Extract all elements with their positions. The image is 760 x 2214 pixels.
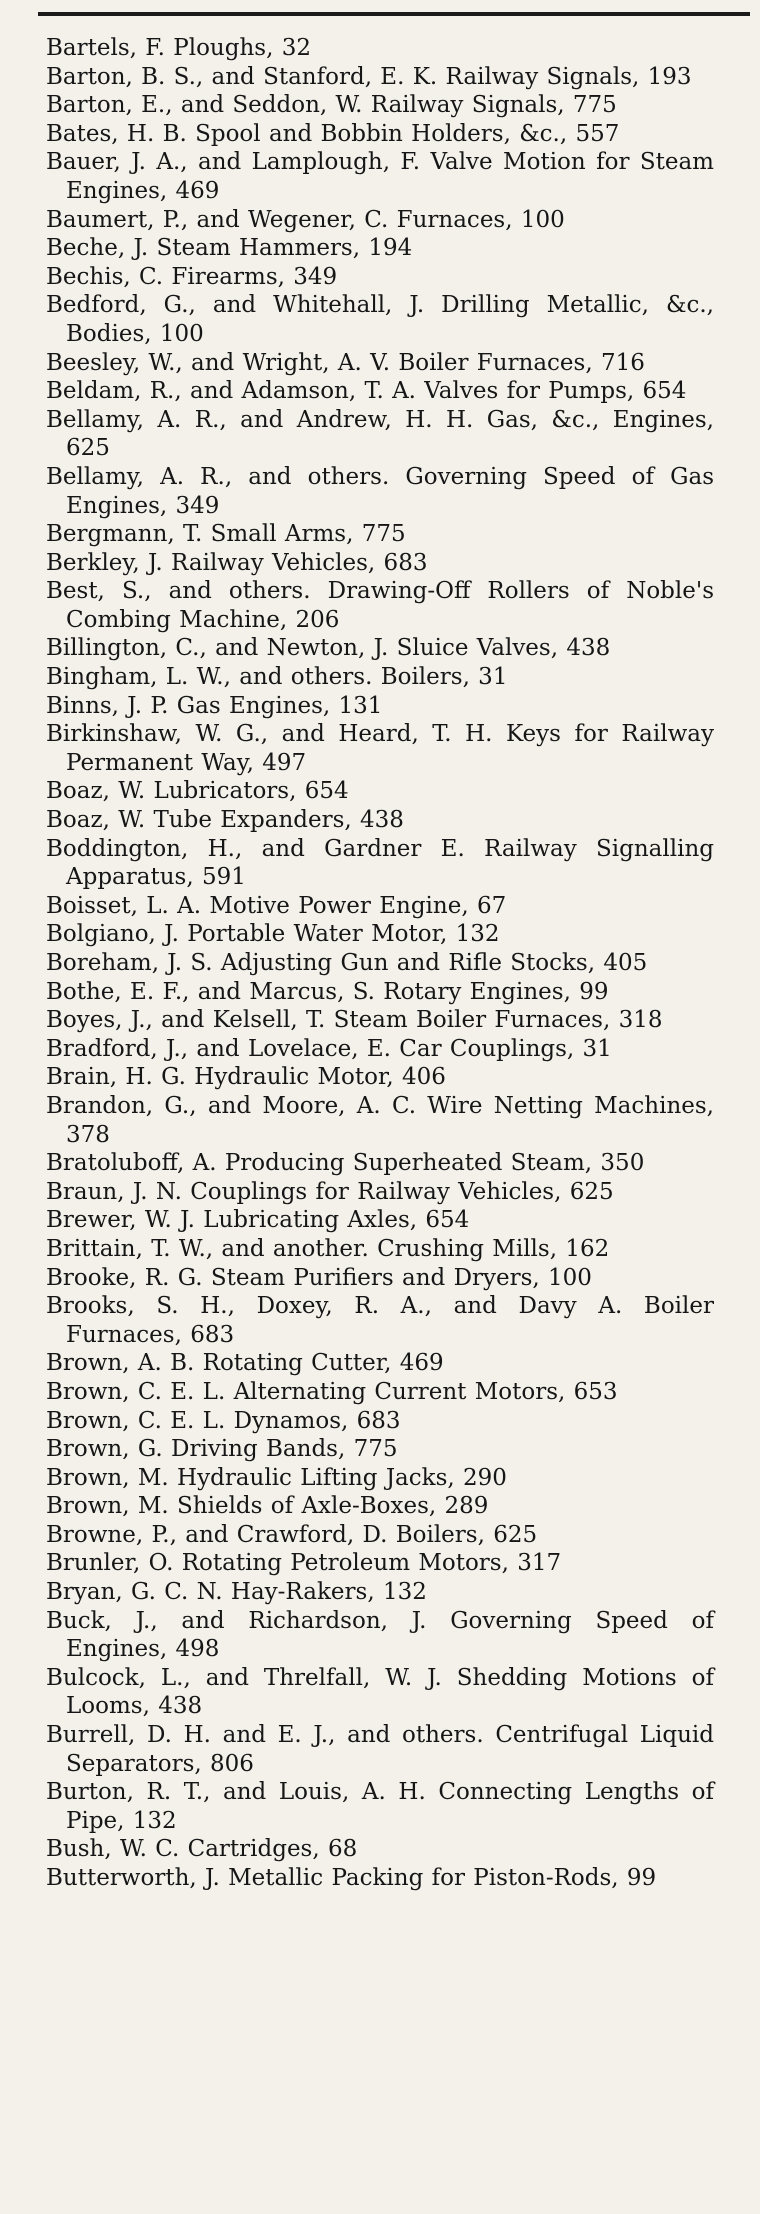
index-entry: Brown, G. Driving Bands, 775 xyxy=(46,1436,398,1463)
index-entry: Beche, J. Steam Hammers, 194 xyxy=(46,235,413,262)
index-entry: Bulcock, L., and Threlfall, W. J. Shedding Motions of Looms, 438 xyxy=(46,1664,714,1720)
index-entry: Butterworth, J. Metallic Packing for Piston-Rods, 99 xyxy=(46,1865,657,1891)
index-entry: Bothe, E. F., and Marcus, S. Rotary Engines, 99 xyxy=(46,978,609,1005)
index-entry: Brewer, W. J. Lubricating Axles, 654 xyxy=(46,1207,470,1234)
index-entry: Brooke, R. G. Steam Purifiers and Dryers, 100 xyxy=(46,1264,592,1291)
index-entry: Bauer, J. A., and Lamplough, F. Valve Motion for Steam Engines, 469 xyxy=(46,149,714,204)
index-entry: Bates, H. B. Spool and Bobbin Holders, &c., 557 xyxy=(46,120,620,147)
index-entry: Beldam, R., and Adamson, T. A. Valves for Pumps, 654 xyxy=(46,378,687,405)
index-entry: Brown, A. B. Rotating Cutter, 469 xyxy=(46,1350,444,1377)
index-entry: Brunler, O. Rotating Petroleum Motors, 317 xyxy=(46,1550,562,1577)
index-entry: Brain, H. G. Hydraulic Motor, 406 xyxy=(46,1064,446,1091)
index-entry: Bechis, C. Firearms, 349 xyxy=(46,263,338,290)
index-entry: Bolgiano, J. Portable Water Motor, 132 xyxy=(46,921,500,948)
index-entry: Brown, M. Hydraulic Lifting Jacks, 290 xyxy=(46,1464,507,1491)
index-entry: Beesley, W., and Wright, A. V. Boiler Furnaces, 716 xyxy=(46,349,645,376)
index-entry: Buck, J., and Richardson, J. Governing Speed of Engines, 498 xyxy=(46,1607,714,1663)
index-entry: Brown, C. E. L. Alternating Current Motors, 653 xyxy=(46,1378,618,1405)
index-entry: Bush, W. C. Cartridges, 68 xyxy=(46,1836,358,1863)
index-entry: Bergmann, T. Small Arms, 775 xyxy=(46,521,406,548)
index-entry: Brown, M. Shields of Axle-Boxes, 289 xyxy=(46,1493,489,1520)
index-entry: Bellamy, A. R., and others. Governing Speed of Gas Engines, 349 xyxy=(46,463,714,519)
index-entry: Boaz, W. Tube Expanders, 438 xyxy=(46,807,404,834)
index-entry: Barton, B. S., and Stanford, E. K. Railway Signals, 193 xyxy=(46,63,692,90)
index-entry: Birkinshaw, W. G., and Heard, T. H. Keys for Railway Permanent Way, 497 xyxy=(46,721,714,776)
index-entry: Brown, C. E. L. Dynamos, 683 xyxy=(46,1407,401,1434)
index-entry: Bedford, G., and Whitehall, J. Drilling Metallic, &c., Bodies, 100 xyxy=(46,292,714,347)
index-entry: Bartels, F. Ploughs, 32 xyxy=(46,35,311,61)
index-entry-list xyxy=(46,34,714,1893)
index-entry: Boyes, J., and Kelsell, T. Steam Boiler Furnaces, 318 xyxy=(46,1007,663,1034)
index-entry: Berkley, J. Railway Vehicles, 683 xyxy=(46,549,428,576)
index-entry: Boaz, W. Lubricators, 654 xyxy=(46,778,349,805)
index-entry: Bratoluboff, A. Producing Superheated Steam, 350 xyxy=(46,1150,645,1177)
index-entry: Burrell, D. H. and E. J., and others. Centrifugal Liquid Separators, 806 xyxy=(46,1722,714,1777)
index-entry: Billington, C., and Newton, J. Sluice Valves, 438 xyxy=(46,635,611,662)
index-entry: Bryan, G. C. N. Hay-Rakers, 132 xyxy=(46,1579,427,1606)
index-entry: Bradford, J., and Lovelace, E. Car Couplings, 31 xyxy=(46,1035,612,1062)
index-entry: Brooks, S. H., Doxey, R. A., and Davy A. Boiler Furnaces, 683 xyxy=(46,1293,714,1348)
index-entry: Binns, J. P. Gas Engines, 131 xyxy=(46,692,383,719)
index-entry: Brittain, T. W., and another. Crushing Mills, 162 xyxy=(46,1235,610,1262)
index-entry: Brandon, G., and Moore, A. C. Wire Netting Machines, 378 xyxy=(46,1092,714,1148)
index-entry: Bingham, L. W., and others. Boilers, 31 xyxy=(46,664,508,691)
index-entry: Browne, P., and Crawford, D. Boilers, 625 xyxy=(46,1521,538,1548)
index-entry: Best, S., and others. Drawing-Off Rollers of Noble's Combing Machine, 206 xyxy=(46,578,714,633)
index-entry: Boddington, H., and Gardner E. Railway Signalling Apparatus, 591 xyxy=(46,835,714,891)
index-entry: Boisset, L. A. Motive Power Engine, 67 xyxy=(46,892,507,919)
index-entry: Bellamy, A. R., and Andrew, H. H. Gas, &c., Engines, 625 xyxy=(46,406,714,462)
top-rule xyxy=(38,12,750,16)
index-entry: Braun, J. N. Couplings for Railway Vehicles, 625 xyxy=(46,1178,614,1205)
index-entry: Burton, R. T., and Louis, A. H. Connecting Lengths of Pipe, 132 xyxy=(46,1779,714,1834)
index-entry: Boreham, J. S. Adjusting Gun and Rifle Stocks, 405 xyxy=(46,950,648,976)
index-entry: Baumert, P., and Wegener, C. Furnaces, 100 xyxy=(46,206,565,233)
index-entry: Barton, E., and Seddon, W. Railway Signals, 775 xyxy=(46,92,617,119)
